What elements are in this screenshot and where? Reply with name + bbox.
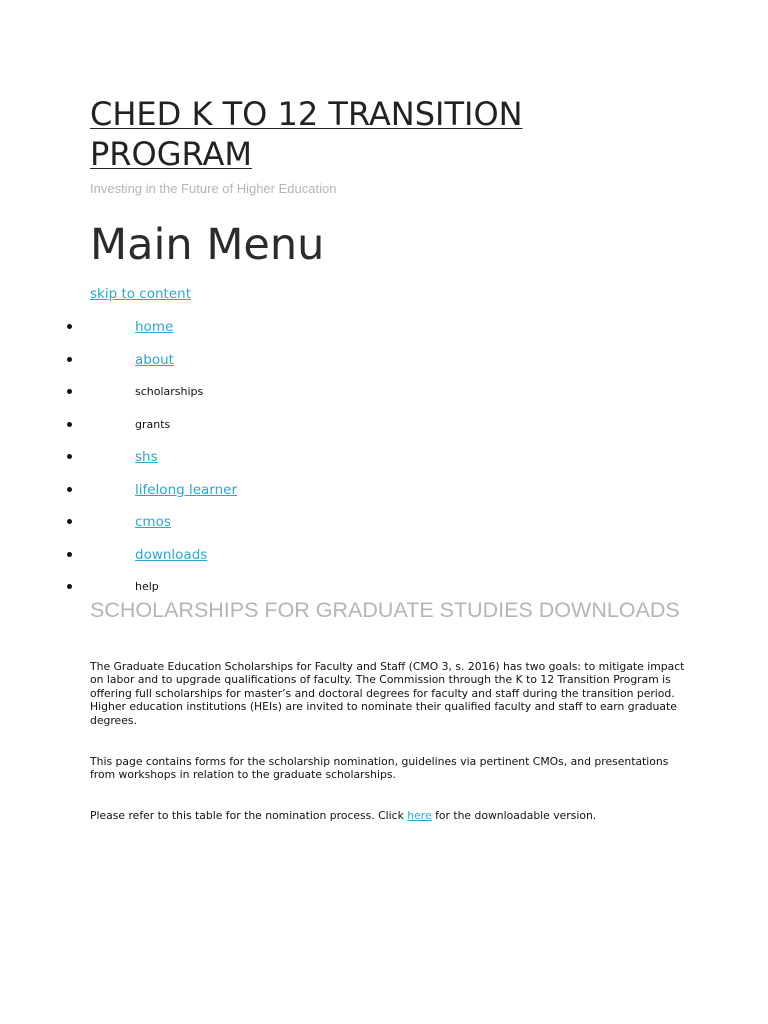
menu-text-help: help bbox=[135, 580, 159, 593]
menu-item-lifelong-learner bbox=[0, 474, 400, 507]
menu-link-about[interactable]: about bbox=[135, 351, 174, 368]
menu-item-about bbox=[0, 344, 400, 377]
menu-text-scholarships: scholarships bbox=[135, 385, 204, 398]
nomination-text-after: for the downloadable version. bbox=[431, 809, 597, 822]
menu-link-cmos[interactable]: cmos bbox=[135, 514, 171, 530]
bullet-icon bbox=[67, 357, 72, 362]
bullet-icon bbox=[67, 454, 72, 459]
nomination-text-before: Please refer to this table for the nomination process. Click bbox=[90, 809, 408, 822]
downloadable-version-link[interactable]: here bbox=[407, 809, 432, 822]
bullet-icon bbox=[67, 487, 72, 492]
main-menu-heading: Main Menu bbox=[90, 220, 325, 270]
skip-to-content-link[interactable]: skip to content bbox=[90, 286, 191, 302]
site-tagline: Investing in the Future of Higher Education bbox=[90, 181, 337, 196]
menu-link-home[interactable]: home bbox=[135, 319, 174, 335]
main-menu-list bbox=[0, 311, 400, 604]
menu-item-scholarships bbox=[0, 376, 400, 409]
page-contents-paragraph: This page contains forms for the scholarship nomination, guidelines via pertinent CMOs, and presentations from workshops in relation to the graduate scholarships. bbox=[90, 755, 669, 782]
bullet-icon bbox=[67, 389, 72, 394]
menu-link-lifelong-learner[interactable]: lifelong learner bbox=[135, 481, 238, 498]
menu-item-grants bbox=[0, 409, 400, 442]
bullet-icon bbox=[67, 519, 72, 524]
site-title-link[interactable]: CHED K TO 12 TRANSITION PROGRAM bbox=[90, 95, 523, 173]
menu-item-home bbox=[0, 311, 400, 344]
menu-item-cmos bbox=[0, 506, 400, 539]
menu-text-grants: grants bbox=[135, 417, 171, 431]
intro-paragraph: The Graduate Education Scholarships for Faculty and Staff (CMO 3, s. 2016) has two goals: to mitigate impact on labor and to upgrade qualifications of faculty. The Commission through the K to 12 Transition Program is offering full scholarships for master’s and doctoral degrees for faculty and staff during the transition period. Higher education institutions (HEIs) are invited to nominate their qualified faculty and staff to earn graduate degrees. bbox=[90, 660, 685, 727]
site-title bbox=[90, 94, 610, 174]
menu-link-shs[interactable]: shs bbox=[135, 449, 158, 465]
menu-item-shs bbox=[0, 441, 400, 474]
bullet-icon bbox=[67, 324, 72, 329]
nomination-paragraph bbox=[90, 809, 690, 822]
section-title: SCHOLARSHIPS FOR GRADUATE STUDIES DOWNLOADS bbox=[90, 598, 680, 622]
menu-item-downloads bbox=[0, 539, 400, 572]
bullet-icon bbox=[67, 552, 72, 557]
menu-link-downloads[interactable]: downloads bbox=[135, 546, 208, 563]
bullet-icon bbox=[67, 422, 72, 427]
bullet-icon bbox=[67, 584, 72, 589]
